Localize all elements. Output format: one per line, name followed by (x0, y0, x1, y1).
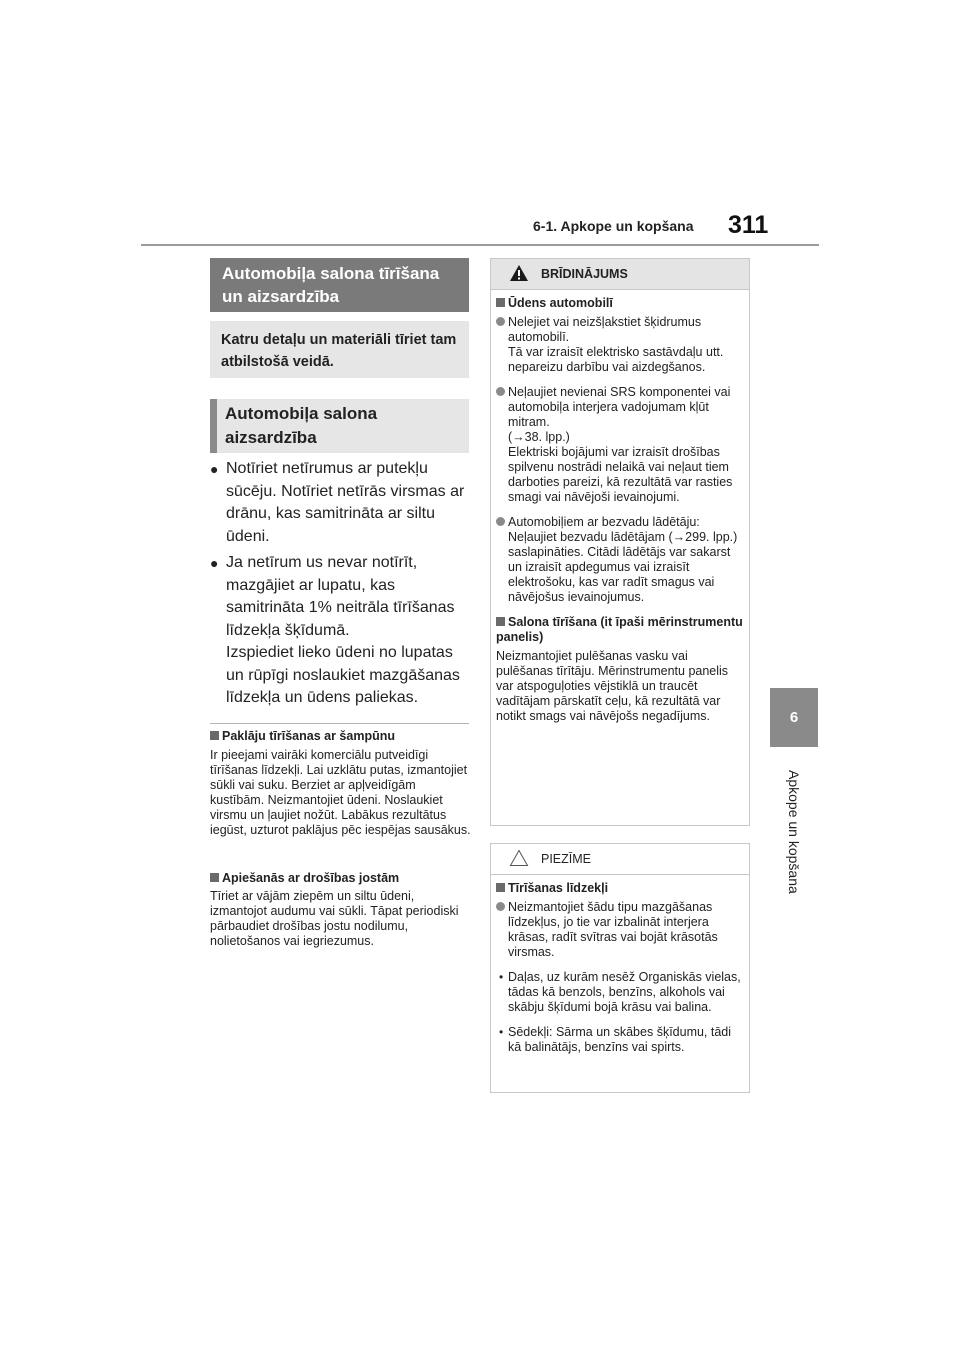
warning-item-text: Nelejiet vai neizšļakstiet šķidrumus automobilī. (508, 315, 702, 344)
warning-item-text: Elektriski bojājumi var izraisīt drošības spilvenu nostrādi nelaikā vai neļaut tiem darboties pareizi, kā rezultātā var rasties smagi vai nāvējoši ievainojumi. (508, 445, 733, 504)
square-bullet-icon (210, 731, 219, 740)
warning-paragraph: Neizmantojiet pulēšanas vasku vai pulēšanas tīrītāju. Mērinstrumentu panelis var atspoguļoties vējstiklā un traucēt vadītājam pārskatīt ceļu, kā rezultātā var notikt smags vai nāvējošs negadījums. (496, 649, 729, 723)
belts-heading-text: Apiešanās ar drošības jostām (222, 871, 400, 885)
note-header (491, 844, 749, 875)
bullet-text: Ja netīrum us nevar notīrīt, mazgājiet ar lupatu, kas samitrināta 1% neitrāla tīrīšanas līdzekļa šķīdumā. (226, 554, 455, 639)
warning-icon (509, 264, 529, 282)
bullet-icon: ● (210, 461, 219, 477)
note-heading-text: Tīrīšanas līdzekļi (508, 881, 609, 895)
note-item-text: Neizmantojiet šādu tipu mazgāšanas līdzekļus, jo tie var izbalināt interjera krāsas, radīt svītras vai bojāt krāsotās virsmas. (508, 900, 718, 959)
carpet-text: Ir pieejami vairāki komerciālu putveidīgi tīrīšanas līdzekļi. Lai uzklātu putas, izmantojiet sūkli vai suku. Berziet ar apļveidīgām kustībām. Neizmantojiet ūdeni. Noslaukiet virsmu un ļaujiet nožūt. Labākus rezultātus iegūst, uzturot paklājus pēc iespējas sausākus. (210, 748, 471, 837)
warning-item (496, 515, 744, 605)
warning-item-text: Tā var izraisīt elektrisko sastāvdaļu utt. nepareizu darbību vai aizdegšanos. (508, 345, 724, 374)
subsection-title: Automobiļa salona aizsardzība (210, 399, 469, 453)
header-rule (141, 244, 819, 246)
bullet-item (210, 458, 472, 548)
section-label: 6-1. Apkope un kopšana (533, 218, 694, 234)
divider (210, 723, 469, 724)
warning-label: BRĪDINĀJUMS (541, 267, 628, 281)
bullet-item (210, 552, 472, 710)
warning-heading (496, 615, 744, 645)
intro-text: Katru detaļu un materiāli tīriet tam atbilstošā veidā. (210, 321, 469, 378)
small-bullet-icon: • (499, 1025, 504, 1039)
page-number: 311 (728, 211, 769, 239)
carpet-heading-text: Paklāju tīrīšanas ar šampūnu (222, 729, 395, 743)
carpet-heading (210, 729, 395, 743)
warning-item-text: Neļaujiet nevienai SRS komponentei vai automobiļa interjera vadojumam kļūt mitram. (508, 385, 731, 429)
warning-item-text: Automobiļiem ar bezvadu lādētāju: Neļaujiet bezvadu lādētājam (→299. lpp.) saslapināties. Citādi lādētājs var sakarst un izraisīt apdegumus vai izraisīt elektrošoku, kas var radīt smagus vai nāvējošus ievainojumus. (508, 515, 738, 604)
circle-bullet-icon (496, 387, 505, 396)
warning-box (490, 258, 750, 826)
page-reference: (→38. lpp.) (508, 430, 570, 444)
bullet-continuation: Izspiediet lieko ūdeni no lupatas un rūpīgi noslaukiet mazgāšanas līdzekļa un ūdens paliekas. (226, 644, 460, 706)
warning-item (496, 385, 744, 505)
square-bullet-icon (496, 617, 505, 626)
warning-heading-text: Ūdens automobilī (508, 296, 613, 310)
square-bullet-icon (210, 873, 219, 882)
belts-text: Tīriet ar vājām ziepēm un siltu ūdeni, izmantojot audumu vai sūkli. Tāpat periodiski pārbaudiet drošības jostu nodilumu, nolietošanos vai iegriezumus. (210, 889, 459, 948)
note-box (490, 843, 750, 1093)
square-bullet-icon (496, 298, 505, 307)
bullet-text: Notīriet netīrumus ar putekļu sūcēju. Notīriet netīrās virsmas ar drānu, kas samitrināta ar siltu ūdeni. (226, 460, 465, 545)
note-subitem (496, 970, 744, 1015)
caution-icon (509, 849, 529, 867)
square-bullet-icon (496, 883, 505, 892)
section-title: Automobiļa salona tīrīšana un aizsardzība (210, 258, 469, 312)
warning-item (496, 315, 744, 375)
belts-heading (210, 871, 399, 885)
bullet-icon: ● (210, 555, 219, 571)
small-bullet-icon: • (499, 970, 504, 984)
note-label: PIEZĪME (541, 852, 592, 866)
chapter-tab: 6 (770, 688, 818, 747)
warning-heading-text: Salona tīrīšana (it īpaši mērinstrumentu panelis) (496, 615, 743, 644)
circle-bullet-icon (496, 517, 505, 526)
note-heading (496, 881, 744, 896)
circle-bullet-icon (496, 902, 505, 911)
note-subitem (496, 1025, 744, 1055)
note-item (496, 900, 744, 960)
chapter-side-title-text: Apkope un kopšana (786, 770, 802, 894)
warning-heading (496, 296, 744, 311)
note-subitem-text: Sēdekļi: Sārma un skābes šķīdumu, tādi kā balinātājs, benzīns vai spirts. (508, 1025, 732, 1054)
circle-bullet-icon (496, 317, 505, 326)
warning-header (491, 259, 749, 290)
note-subitem-text: Daļas, uz kurām nesēž Organiskās vielas, tādas kā benzols, benzīns, alkohols vai skābju šķīdumi bojā krāsu vai balina. (508, 970, 741, 1014)
